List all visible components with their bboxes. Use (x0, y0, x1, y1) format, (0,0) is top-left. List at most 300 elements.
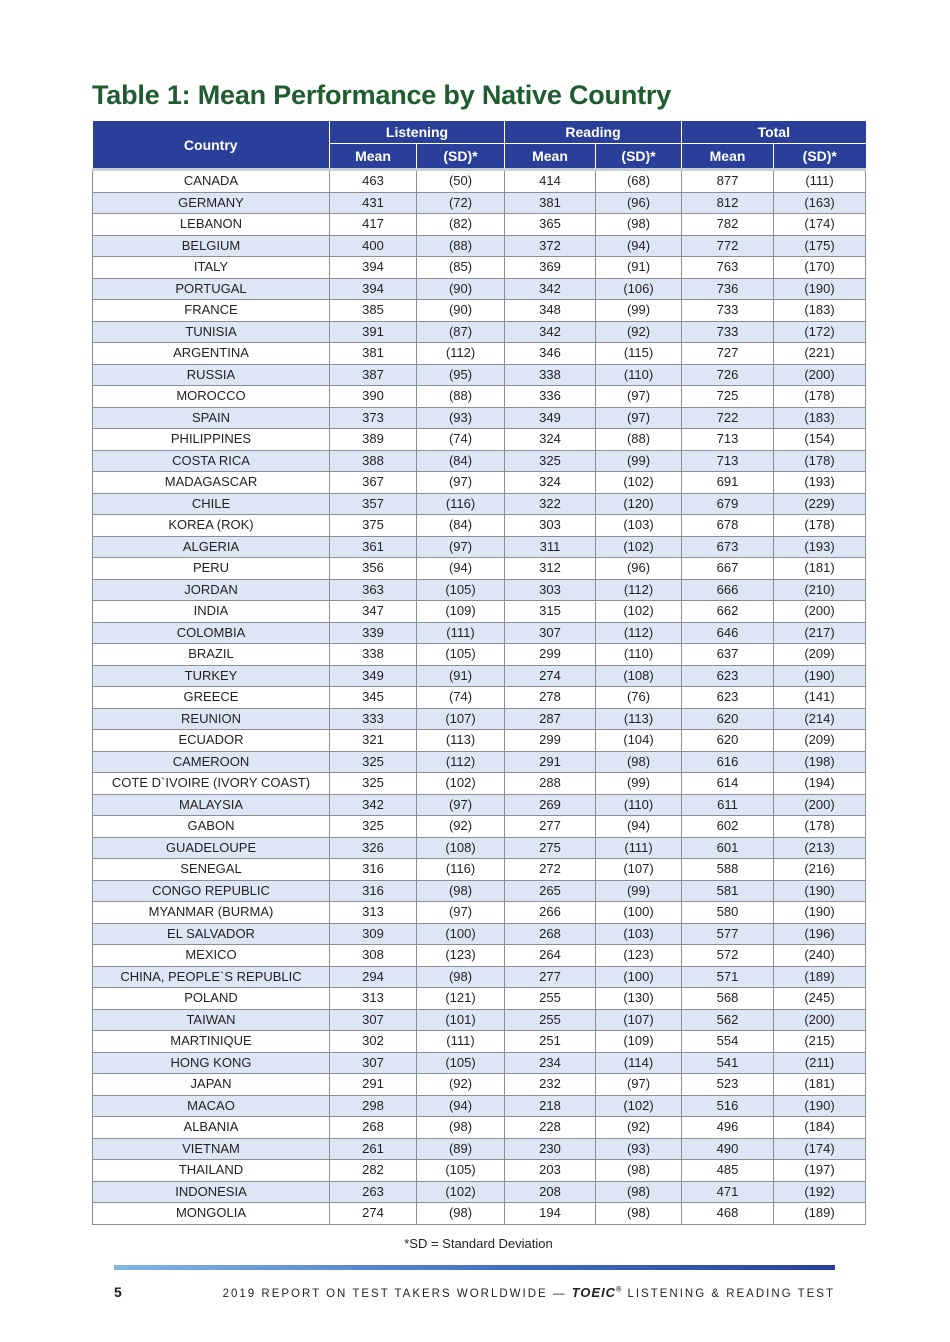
cell-reading-sd: (104) (596, 730, 682, 752)
cell-listening-mean: 268 (330, 1117, 417, 1139)
cell-reading-mean: 381 (505, 192, 596, 214)
cell-total-mean: 679 (682, 493, 774, 515)
cell-reading-mean: 277 (505, 816, 596, 838)
table-row (93, 235, 866, 257)
cell-country: PORTUGAL (93, 278, 330, 300)
cell-total-sd: (221) (774, 343, 866, 365)
table-row (93, 192, 866, 214)
cell-total-sd: (141) (774, 687, 866, 709)
cell-listening-sd: (97) (417, 794, 505, 816)
cell-listening-sd: (112) (417, 751, 505, 773)
cell-listening-sd: (89) (417, 1138, 505, 1160)
table-row (93, 364, 866, 386)
cell-country: MADAGASCAR (93, 472, 330, 494)
cell-listening-sd: (84) (417, 515, 505, 537)
cell-country: MEXICO (93, 945, 330, 967)
cell-country: CONGO REPUBLIC (93, 880, 330, 902)
cell-total-sd: (197) (774, 1160, 866, 1182)
header-total-mean: Mean (682, 144, 774, 170)
table-header (93, 121, 866, 170)
cell-country: JAPAN (93, 1074, 330, 1096)
cell-total-mean: 580 (682, 902, 774, 924)
cell-total-sd: (192) (774, 1181, 866, 1203)
cell-reading-mean: 194 (505, 1203, 596, 1225)
table-row (93, 1117, 866, 1139)
cell-total-sd: (178) (774, 816, 866, 838)
cell-reading-sd: (130) (596, 988, 682, 1010)
cell-reading-mean: 269 (505, 794, 596, 816)
cell-total-mean: 733 (682, 321, 774, 343)
cell-listening-sd: (93) (417, 407, 505, 429)
table-row (93, 687, 866, 709)
performance-table (92, 121, 866, 1225)
cell-reading-sd: (99) (596, 450, 682, 472)
cell-country: GREECE (93, 687, 330, 709)
cell-reading-sd: (100) (596, 966, 682, 988)
cell-listening-mean: 313 (330, 988, 417, 1010)
cell-total-mean: 725 (682, 386, 774, 408)
cell-total-sd: (190) (774, 880, 866, 902)
cell-total-mean: 667 (682, 558, 774, 580)
table-row (93, 665, 866, 687)
cell-total-mean: 614 (682, 773, 774, 795)
cell-country: COLOMBIA (93, 622, 330, 644)
table-row (93, 515, 866, 537)
cell-reading-sd: (97) (596, 1074, 682, 1096)
cell-listening-sd: (112) (417, 343, 505, 365)
cell-total-mean: 571 (682, 966, 774, 988)
cell-listening-mean: 349 (330, 665, 417, 687)
cell-total-sd: (200) (774, 601, 866, 623)
header-country: Country (93, 121, 330, 170)
cell-total-mean: 623 (682, 665, 774, 687)
cell-country: SPAIN (93, 407, 330, 429)
table-row (93, 923, 866, 945)
table-row (93, 1203, 866, 1225)
cell-reading-mean: 315 (505, 601, 596, 623)
cell-country: EL SALVADOR (93, 923, 330, 945)
header-listening-sd: (SD)* (417, 144, 505, 170)
cell-reading-sd: (112) (596, 622, 682, 644)
table-row (93, 794, 866, 816)
cell-total-sd: (170) (774, 257, 866, 279)
cell-total-mean: 562 (682, 1009, 774, 1031)
cell-listening-mean: 361 (330, 536, 417, 558)
cell-total-mean: 485 (682, 1160, 774, 1182)
cell-total-sd: (200) (774, 1009, 866, 1031)
table-row (93, 859, 866, 881)
cell-reading-sd: (103) (596, 515, 682, 537)
cell-total-sd: (175) (774, 235, 866, 257)
cell-listening-mean: 375 (330, 515, 417, 537)
cell-listening-sd: (108) (417, 837, 505, 859)
table-row (93, 966, 866, 988)
cell-reading-mean: 303 (505, 579, 596, 601)
cell-country: CHILE (93, 493, 330, 515)
table-row (93, 751, 866, 773)
cell-total-sd: (184) (774, 1117, 866, 1139)
toeic-logo: TOEIC® (571, 1285, 623, 1300)
cell-reading-mean: 342 (505, 278, 596, 300)
cell-listening-mean: 325 (330, 816, 417, 838)
cell-listening-mean: 394 (330, 278, 417, 300)
cell-country: MONGOLIA (93, 1203, 330, 1225)
cell-total-mean: 468 (682, 1203, 774, 1225)
cell-reading-sd: (108) (596, 665, 682, 687)
cell-reading-mean: 369 (505, 257, 596, 279)
cell-total-sd: (174) (774, 214, 866, 236)
cell-listening-mean: 316 (330, 859, 417, 881)
cell-reading-sd: (91) (596, 257, 682, 279)
cell-country: FRANCE (93, 300, 330, 322)
cell-total-mean: 763 (682, 257, 774, 279)
cell-total-sd: (217) (774, 622, 866, 644)
cell-reading-mean: 275 (505, 837, 596, 859)
cell-reading-sd: (93) (596, 1138, 682, 1160)
cell-reading-mean: 365 (505, 214, 596, 236)
table-row (93, 170, 866, 193)
cell-listening-mean: 400 (330, 235, 417, 257)
cell-reading-mean: 255 (505, 988, 596, 1010)
cell-country: COSTA RICA (93, 450, 330, 472)
table-row (93, 450, 866, 472)
cell-total-sd: (181) (774, 558, 866, 580)
cell-total-sd: (214) (774, 708, 866, 730)
cell-total-sd: (172) (774, 321, 866, 343)
cell-reading-mean: 277 (505, 966, 596, 988)
cell-total-mean: 516 (682, 1095, 774, 1117)
cell-listening-mean: 326 (330, 837, 417, 859)
cell-reading-sd: (123) (596, 945, 682, 967)
cell-reading-sd: (107) (596, 859, 682, 881)
cell-total-mean: 581 (682, 880, 774, 902)
cell-reading-sd: (98) (596, 751, 682, 773)
cell-total-sd: (210) (774, 579, 866, 601)
cell-reading-mean: 338 (505, 364, 596, 386)
cell-total-sd: (211) (774, 1052, 866, 1074)
cell-country: PERU (93, 558, 330, 580)
cell-country: HONG KONG (93, 1052, 330, 1074)
table-row (93, 493, 866, 515)
cell-total-sd: (174) (774, 1138, 866, 1160)
cell-reading-sd: (99) (596, 773, 682, 795)
cell-reading-mean: 218 (505, 1095, 596, 1117)
cell-listening-mean: 363 (330, 579, 417, 601)
header-reading-sd: (SD)* (596, 144, 682, 170)
cell-total-mean: 877 (682, 170, 774, 193)
cell-total-sd: (154) (774, 429, 866, 451)
cell-country: INDIA (93, 601, 330, 623)
cell-reading-sd: (98) (596, 1160, 682, 1182)
cell-total-sd: (200) (774, 794, 866, 816)
cell-listening-sd: (100) (417, 923, 505, 945)
cell-total-sd: (200) (774, 364, 866, 386)
cell-country: LEBANON (93, 214, 330, 236)
cell-listening-mean: 431 (330, 192, 417, 214)
cell-listening-sd: (84) (417, 450, 505, 472)
cell-listening-sd: (50) (417, 170, 505, 193)
cell-total-sd: (178) (774, 450, 866, 472)
cell-reading-mean: 232 (505, 1074, 596, 1096)
cell-country: GUADELOUPE (93, 837, 330, 859)
cell-reading-mean: 349 (505, 407, 596, 429)
cell-country: MOROCCO (93, 386, 330, 408)
header-reading: Reading (505, 121, 682, 144)
page-title: Table 1: Mean Performance by Native Country (92, 80, 672, 110)
cell-listening-sd: (116) (417, 859, 505, 881)
cell-listening-sd: (113) (417, 730, 505, 752)
cell-reading-sd: (94) (596, 816, 682, 838)
cell-reading-sd: (68) (596, 170, 682, 193)
cell-listening-sd: (98) (417, 880, 505, 902)
cell-listening-sd: (101) (417, 1009, 505, 1031)
cell-country: CANADA (93, 170, 330, 193)
cell-total-sd: (245) (774, 988, 866, 1010)
cell-listening-mean: 388 (330, 450, 417, 472)
cell-listening-sd: (94) (417, 1095, 505, 1117)
cell-listening-sd: (97) (417, 472, 505, 494)
cell-listening-mean: 339 (330, 622, 417, 644)
cell-reading-mean: 264 (505, 945, 596, 967)
cell-total-sd: (209) (774, 730, 866, 752)
cell-listening-sd: (105) (417, 644, 505, 666)
cell-reading-mean: 342 (505, 321, 596, 343)
cell-reading-sd: (107) (596, 1009, 682, 1031)
cell-listening-sd: (92) (417, 1074, 505, 1096)
cell-total-sd: (209) (774, 644, 866, 666)
table-row (93, 945, 866, 967)
cell-listening-sd: (105) (417, 1160, 505, 1182)
cell-total-mean: 611 (682, 794, 774, 816)
table-body (93, 170, 866, 1225)
cell-country: ECUADOR (93, 730, 330, 752)
cell-reading-mean: 348 (505, 300, 596, 322)
table-row (93, 1031, 866, 1053)
cell-reading-mean: 274 (505, 665, 596, 687)
cell-listening-mean: 385 (330, 300, 417, 322)
cell-reading-mean: 203 (505, 1160, 596, 1182)
cell-total-mean: 812 (682, 192, 774, 214)
cell-listening-sd: (92) (417, 816, 505, 838)
table-row (93, 343, 866, 365)
table-row (93, 880, 866, 902)
footnote: *SD = Standard Deviation (404, 1236, 553, 1251)
header-listening-mean: Mean (330, 144, 417, 170)
cell-reading-sd: (113) (596, 708, 682, 730)
cell-listening-mean: 394 (330, 257, 417, 279)
cell-total-sd: (213) (774, 837, 866, 859)
cell-reading-sd: (96) (596, 192, 682, 214)
cell-listening-sd: (105) (417, 579, 505, 601)
cell-listening-mean: 367 (330, 472, 417, 494)
cell-listening-mean: 261 (330, 1138, 417, 1160)
cell-total-sd: (190) (774, 665, 866, 687)
cell-total-mean: 772 (682, 235, 774, 257)
cell-total-mean: 691 (682, 472, 774, 494)
cell-reading-mean: 230 (505, 1138, 596, 1160)
cell-reading-mean: 307 (505, 622, 596, 644)
cell-total-sd: (178) (774, 515, 866, 537)
cell-total-sd: (198) (774, 751, 866, 773)
cell-total-mean: 541 (682, 1052, 774, 1074)
cell-reading-mean: 336 (505, 386, 596, 408)
cell-reading-mean: 272 (505, 859, 596, 881)
cell-listening-mean: 308 (330, 945, 417, 967)
cell-reading-sd: (103) (596, 923, 682, 945)
cell-total-mean: 646 (682, 622, 774, 644)
table-row (93, 386, 866, 408)
cell-total-sd: (189) (774, 1203, 866, 1225)
cell-listening-mean: 316 (330, 880, 417, 902)
cell-total-mean: 782 (682, 214, 774, 236)
cell-country: CHINA, PEOPLE`S REPUBLIC (93, 966, 330, 988)
table-row (93, 257, 866, 279)
table-row (93, 300, 866, 322)
cell-listening-mean: 345 (330, 687, 417, 709)
cell-country: ALBANIA (93, 1117, 330, 1139)
cell-country: MALAYSIA (93, 794, 330, 816)
cell-total-sd: (240) (774, 945, 866, 967)
cell-reading-sd: (98) (596, 1203, 682, 1225)
header-total-sd: (SD)* (774, 144, 866, 170)
cell-listening-mean: 298 (330, 1095, 417, 1117)
cell-reading-mean: 414 (505, 170, 596, 193)
table-row (93, 1009, 866, 1031)
cell-total-sd: (111) (774, 170, 866, 193)
cell-listening-mean: 313 (330, 902, 417, 924)
table-row (93, 429, 866, 451)
cell-listening-mean: 347 (330, 601, 417, 623)
cell-listening-sd: (98) (417, 1117, 505, 1139)
cell-country: THAILAND (93, 1160, 330, 1182)
cell-listening-sd: (102) (417, 773, 505, 795)
cell-total-sd: (181) (774, 1074, 866, 1096)
cell-listening-sd: (102) (417, 1181, 505, 1203)
cell-reading-mean: 255 (505, 1009, 596, 1031)
cell-listening-sd: (116) (417, 493, 505, 515)
cell-total-mean: 722 (682, 407, 774, 429)
cell-listening-sd: (90) (417, 300, 505, 322)
table-row (93, 988, 866, 1010)
cell-reading-sd: (112) (596, 579, 682, 601)
cell-listening-sd: (91) (417, 665, 505, 687)
cell-listening-mean: 387 (330, 364, 417, 386)
table-row (93, 321, 866, 343)
table-row (93, 1074, 866, 1096)
cell-country: TUNISIA (93, 321, 330, 343)
cell-reading-sd: (120) (596, 493, 682, 515)
cell-listening-sd: (98) (417, 1203, 505, 1225)
cell-country: PHILIPPINES (93, 429, 330, 451)
table-row (93, 214, 866, 236)
cell-reading-sd: (99) (596, 880, 682, 902)
cell-reading-mean: 287 (505, 708, 596, 730)
cell-listening-sd: (107) (417, 708, 505, 730)
cell-total-sd: (189) (774, 966, 866, 988)
cell-country: MARTINIQUE (93, 1031, 330, 1053)
cell-reading-sd: (102) (596, 472, 682, 494)
cell-reading-mean: 251 (505, 1031, 596, 1053)
cell-total-mean: 554 (682, 1031, 774, 1053)
cell-reading-sd: (94) (596, 235, 682, 257)
cell-listening-sd: (88) (417, 235, 505, 257)
cell-country: GABON (93, 816, 330, 838)
cell-reading-mean: 324 (505, 472, 596, 494)
table-row (93, 579, 866, 601)
cell-listening-mean: 294 (330, 966, 417, 988)
cell-listening-sd: (88) (417, 386, 505, 408)
cell-listening-sd: (74) (417, 429, 505, 451)
cell-reading-sd: (76) (596, 687, 682, 709)
cell-listening-mean: 390 (330, 386, 417, 408)
cell-country: MACAO (93, 1095, 330, 1117)
cell-listening-mean: 338 (330, 644, 417, 666)
cell-reading-mean: 234 (505, 1052, 596, 1074)
cell-reading-mean: 291 (505, 751, 596, 773)
cell-reading-sd: (102) (596, 601, 682, 623)
cell-listening-mean: 263 (330, 1181, 417, 1203)
cell-listening-sd: (82) (417, 214, 505, 236)
cell-country: BELGIUM (93, 235, 330, 257)
cell-reading-sd: (111) (596, 837, 682, 859)
header-reading-mean: Mean (505, 144, 596, 170)
cell-total-mean: 623 (682, 687, 774, 709)
cell-total-sd: (163) (774, 192, 866, 214)
cell-listening-mean: 357 (330, 493, 417, 515)
cell-listening-sd: (94) (417, 558, 505, 580)
cell-listening-sd: (98) (417, 966, 505, 988)
cell-country: ALGERIA (93, 536, 330, 558)
cell-reading-sd: (97) (596, 386, 682, 408)
cell-country: CAMEROON (93, 751, 330, 773)
table-row (93, 536, 866, 558)
cell-total-sd: (193) (774, 536, 866, 558)
cell-reading-sd: (92) (596, 321, 682, 343)
cell-country: GERMANY (93, 192, 330, 214)
cell-reading-sd: (99) (596, 300, 682, 322)
cell-listening-mean: 391 (330, 321, 417, 343)
table-row (93, 558, 866, 580)
cell-total-mean: 471 (682, 1181, 774, 1203)
table-row (93, 407, 866, 429)
cell-reading-mean: 228 (505, 1117, 596, 1139)
cell-listening-mean: 389 (330, 429, 417, 451)
cell-total-mean: 713 (682, 450, 774, 472)
cell-total-mean: 490 (682, 1138, 774, 1160)
cell-total-sd: (194) (774, 773, 866, 795)
cell-listening-sd: (85) (417, 257, 505, 279)
table-row (93, 601, 866, 623)
header-listening: Listening (330, 121, 505, 144)
cell-country: SENEGAL (93, 859, 330, 881)
cell-listening-sd: (74) (417, 687, 505, 709)
cell-reading-sd: (115) (596, 343, 682, 365)
cell-reading-mean: 372 (505, 235, 596, 257)
cell-total-mean: 736 (682, 278, 774, 300)
cell-total-mean: 620 (682, 730, 774, 752)
cell-listening-mean: 463 (330, 170, 417, 193)
cell-listening-mean: 325 (330, 751, 417, 773)
cell-listening-mean: 342 (330, 794, 417, 816)
cell-reading-mean: 322 (505, 493, 596, 515)
cell-country: BRAZIL (93, 644, 330, 666)
cell-total-mean: 601 (682, 837, 774, 859)
cell-total-sd: (193) (774, 472, 866, 494)
cell-listening-sd: (121) (417, 988, 505, 1010)
cell-country: KOREA (ROK) (93, 515, 330, 537)
cell-total-sd: (216) (774, 859, 866, 881)
cell-reading-mean: 265 (505, 880, 596, 902)
